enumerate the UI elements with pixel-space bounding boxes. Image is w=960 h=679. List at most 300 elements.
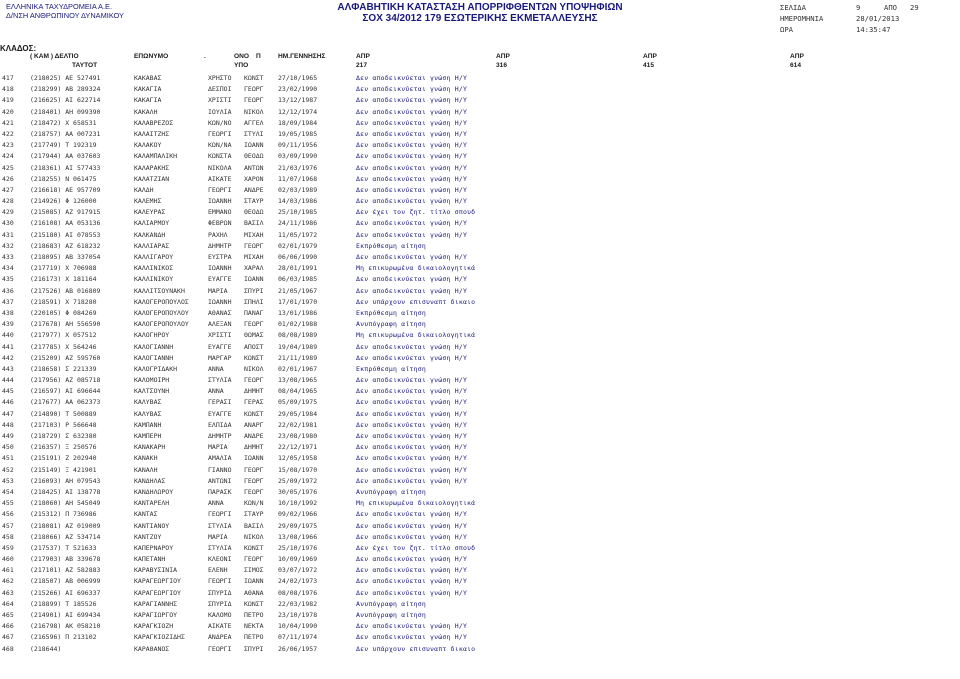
father-name: ΝΙΚΟΛ xyxy=(244,364,264,373)
application-code: (215180) ΑΙ 078553 xyxy=(30,230,101,239)
first-name: ΕΥΣΤΡΑ xyxy=(208,253,232,261)
table-row xyxy=(0,588,960,599)
first-name: ΕΜΜΑΝΟ xyxy=(208,208,232,217)
birth-date: 05/09/1975 xyxy=(278,398,318,407)
rejection-reason: Δεν αποδεικνύεται γνώση Η/Υ xyxy=(356,74,468,82)
table-row xyxy=(0,397,960,408)
row-number: 455 xyxy=(2,499,14,508)
surname: ΚΑΛΑΜΠΑΛΙΚΗ xyxy=(134,152,178,161)
rejection-reason: Δεν αποδεικνύεται γνώση Η/Υ xyxy=(356,107,468,116)
row-number: 449 xyxy=(2,432,14,440)
application-code: (218095) ΑΒ 337054 xyxy=(30,253,101,261)
first-name: ΔΕΣΠΟΙ xyxy=(208,85,232,94)
rejection-reason: Δεν αποδεικνύεται γνώση Η/Υ xyxy=(356,387,468,396)
application-code: (217977) Χ 057512 xyxy=(30,331,97,340)
first-name: ΑΝΝΑ xyxy=(208,387,224,396)
surname: ΚΑΛΚΑΝΔΗ xyxy=(134,230,166,239)
row-number: 421 xyxy=(2,118,14,127)
row-number: 438 xyxy=(2,308,14,317)
first-name: ΔΗΜΗΤΡ xyxy=(208,432,232,440)
birth-date: 08/04/1965 xyxy=(278,387,318,396)
department-name: Δ/ΝΣΗ ΑΝΘΡΩΠΙΝΟΥ ΔΥΝΑΜΙΚΟΥ xyxy=(6,11,124,20)
first-name: ΧΡΙΣΤΙ xyxy=(208,96,232,105)
application-code: (218401) ΑΗ 099390 xyxy=(30,107,101,116)
rejection-reason: Δεν αποδεικνύεται γνώση Η/Υ xyxy=(356,555,468,564)
rejection-reason: Μη επικυρωμένα δικαιολογητικά xyxy=(356,264,476,273)
father-name: ΘΩΜΑΣ xyxy=(244,331,264,340)
application-code: (216596) Π 213102 xyxy=(30,633,97,642)
birth-date: 21/11/1989 xyxy=(278,353,318,362)
first-name: ΣΤΥΛΙΑ xyxy=(208,543,232,552)
surname: ΚΑΡΑΓΙΑΝΝΗΣ xyxy=(134,599,178,608)
father-name: ΣΠΗΛΙ xyxy=(244,297,264,306)
row-number: 430 xyxy=(2,219,14,228)
application-code: (217719) Χ 706988 xyxy=(30,264,97,273)
surname: ΚΑΝΤΙΑΝΟΥ xyxy=(134,521,170,530)
application-code: (218025) ΑΕ 527491 xyxy=(30,74,101,82)
birth-date: 28/01/1991 xyxy=(278,264,318,273)
application-code: (217101) ΑΖ 582883 xyxy=(30,566,101,575)
row-number: 466 xyxy=(2,622,14,631)
rejection-reason: Δεν αποδεικνύεται γνώση Η/Υ xyxy=(356,521,468,530)
first-name: ΣΠΥΡΙΔ xyxy=(208,588,232,597)
surname: ΚΑΛΟΓΕΡΟΠΟΥΛΟΥ xyxy=(134,320,189,329)
col-tautot: ΤΑΥΤΟΤ xyxy=(72,62,98,69)
first-name: ΣΤΥΛΙΑ xyxy=(208,376,232,385)
first-name: ΕΛΠΙΔΑ xyxy=(208,420,232,429)
birth-date: 02/01/1967 xyxy=(278,364,318,373)
father-name: ΝΙΚΟΛ xyxy=(244,107,264,116)
birth-date: 11/05/1972 xyxy=(278,230,318,239)
table-row xyxy=(0,442,960,453)
first-name: ΣΤΥΛΙΑ xyxy=(208,521,232,530)
surname: ΚΑΝΑΛΗ xyxy=(134,465,158,474)
table-row xyxy=(0,252,960,263)
rejection-reason: Δεν αποδεικνύεται γνώση Η/Υ xyxy=(356,432,468,440)
row-number: 465 xyxy=(2,611,14,619)
row-number: 422 xyxy=(2,129,14,138)
first-name: ΙΩΑΝΝΗ xyxy=(208,297,232,306)
rejection-reason: Δεν αποδεικνύεται γνώση Η/Υ xyxy=(356,376,468,385)
time-label: ΩΡΑ xyxy=(780,25,793,34)
first-name: ΚΩΝΣΤΑ xyxy=(208,152,232,161)
row-number: 462 xyxy=(2,577,14,586)
table-row xyxy=(0,386,960,397)
first-name: ΙΟΥΛΙΑ xyxy=(208,107,232,116)
surname: ΚΑΝΤΖΟΥ xyxy=(134,532,162,541)
first-name: ΕΥΑΓΓΕ xyxy=(208,275,232,284)
application-code: (217956) ΑΖ 085718 xyxy=(30,376,101,385)
surname: ΚΑΡΑΓΕΩΡΓΙΟΥ xyxy=(134,577,181,586)
rejection-reason: Ανυπόγραφη αίτηση xyxy=(356,599,426,608)
table-row xyxy=(0,207,960,218)
first-name: ΓΙΑΝΝΟ xyxy=(208,465,232,474)
birth-date: 10/09/1969 xyxy=(278,555,318,564)
row-number: 460 xyxy=(2,555,14,564)
surname: ΚΑΛΛΙΝΙΚΟΣ xyxy=(134,264,174,273)
father-name: ΑΝΔΡΕ xyxy=(244,432,264,440)
col-apr-1: ΑΠΡ xyxy=(356,53,370,60)
surname: ΚΑΛΟΓΙΑΝΝΗ xyxy=(134,342,174,351)
page-info xyxy=(780,2,919,13)
father-name: ΧΑΡΑΛ xyxy=(244,264,264,273)
application-code: (217785) Χ 564246 xyxy=(30,342,97,351)
table-row xyxy=(0,576,960,587)
birth-date: 06/03/1985 xyxy=(278,275,318,284)
table-row xyxy=(0,308,960,319)
father-name: ΑΝΔΡΕ xyxy=(244,185,264,194)
report-meta xyxy=(780,2,919,35)
father-name: ΠΑΝΑΓ xyxy=(244,308,264,317)
row-number: 443 xyxy=(2,364,14,373)
father-name: ΑΠΟΣΤ xyxy=(244,342,264,351)
father-name: ΒΑΣΙΛ xyxy=(244,219,264,228)
father-name: ΜΙΧΑΗ xyxy=(244,253,264,261)
application-code: (215149) Ξ 421901 xyxy=(30,465,97,474)
first-name: ΑΝΝΑ xyxy=(208,364,224,373)
birth-date: 06/06/1990 xyxy=(278,253,318,261)
rejection-reason: Δεν αποδεικνύεται γνώση Η/Υ xyxy=(356,219,468,228)
rejection-reason: Εκπρόθεσμη αίτηση xyxy=(356,308,426,317)
table-row xyxy=(0,532,960,543)
application-code: (218255) Ν 061475 xyxy=(30,174,97,183)
birth-date: 12/12/1974 xyxy=(278,107,318,116)
table-row xyxy=(0,218,960,229)
birth-date: 23/02/1990 xyxy=(278,85,318,94)
application-code: (217749) Τ 192319 xyxy=(30,141,97,150)
birth-date: 08/08/1989 xyxy=(278,331,318,340)
row-number: 464 xyxy=(2,599,14,608)
application-code: (218472) Χ 658531 xyxy=(30,118,97,127)
first-name: ΑΝΔΡΕΑ xyxy=(208,633,232,642)
birth-date: 02/01/1979 xyxy=(278,241,318,250)
row-number: 417 xyxy=(2,74,14,82)
col-apr-3-code: 415 xyxy=(643,62,655,69)
rejection-reason: Δεν αποδεικνύεται γνώση Η/Υ xyxy=(356,633,468,642)
row-number: 419 xyxy=(2,96,14,105)
surname: ΚΑΛΑΙΤΖΗΣ xyxy=(134,129,170,138)
table-row xyxy=(0,632,960,643)
col-surname: ΕΠΩΝΥΜΟ xyxy=(134,53,169,60)
birth-date: 07/11/1974 xyxy=(278,633,318,642)
father-name: ΑΓΓΕΛ xyxy=(244,118,264,127)
first-name: ΠΑΡΑΣΚ xyxy=(208,487,232,496)
application-code: (220105) Φ 084269 xyxy=(30,308,97,317)
application-code: (214890) Τ 500889 xyxy=(30,409,97,418)
birth-date: 18/09/1984 xyxy=(278,118,318,127)
rejection-reason: Δεν αποδεικνύεται γνώση Η/Υ xyxy=(356,353,468,362)
first-name: ΑΝΤΩΝΙ xyxy=(208,476,232,485)
first-name: ΓΕΩΡΓΙ xyxy=(208,510,232,519)
date-label: ΗΜΕΡΟΜΗΝΙΑ xyxy=(780,14,824,23)
first-name: ΑΙΚΑΤΕ xyxy=(208,622,232,631)
table-row xyxy=(0,644,960,655)
row-number: 468 xyxy=(2,644,14,653)
father-name: ΒΑΣΙΛ xyxy=(244,521,264,530)
surname: ΚΑΛΥΒΑΣ xyxy=(134,409,162,418)
father-name: ΣΤΑΥΡ xyxy=(244,197,264,206)
table-row xyxy=(0,342,960,353)
first-name: ΣΠΥΡΙΔ xyxy=(208,599,232,608)
rejection-reason: Δεν αποδεικνύεται γνώση Η/Υ xyxy=(356,420,468,429)
table-row xyxy=(0,73,960,84)
rejection-reason: Ανυπόγραφη αίτηση xyxy=(356,487,426,496)
father-name: ΓΕΩΡΓ xyxy=(244,96,264,105)
surname: ΚΑΚΑΓΙΑ xyxy=(134,85,162,94)
application-code: (218507) ΑΒ 006999 xyxy=(30,577,101,586)
birth-date: 17/01/1970 xyxy=(278,297,318,306)
birth-date: 24/11/1986 xyxy=(278,219,318,228)
birth-date: 29/09/1975 xyxy=(278,521,318,530)
birth-date: 03/09/1990 xyxy=(278,152,318,161)
father-name: ΠΕΤΡΟ xyxy=(244,611,264,619)
father-name: ΣΠΥΡΙ xyxy=(244,644,264,653)
birth-date: 10/10/1992 xyxy=(278,499,318,508)
table-row xyxy=(0,151,960,162)
col-dob: ΗΜ.ΓΕΝΝΗΣΗΣ xyxy=(278,53,326,60)
application-code: (218299) ΑΒ 289324 xyxy=(30,85,101,94)
father-name: ΑΘΑΝΑ xyxy=(244,588,264,597)
birth-date: 15/08/1970 xyxy=(278,465,318,474)
application-code: (217944) ΑΑ 037603 xyxy=(30,152,101,161)
rejection-reason: Ανυπόγραφη αίτηση xyxy=(356,611,426,619)
rejection-reason: Δεν αποδεικνύεται γνώση Η/Υ xyxy=(356,253,468,261)
birth-date: 09/02/1966 xyxy=(278,510,318,519)
birth-date: 25/10/1985 xyxy=(278,208,318,217)
father-name: ΔΗΜΗΤ xyxy=(244,387,264,396)
application-code: (215085) ΑΖ 917915 xyxy=(30,208,101,217)
rejection-reason: Δεν αποδεικνύεται γνώση Η/Υ xyxy=(356,398,468,407)
father-name: ΙΩΑΝΝ xyxy=(244,275,264,284)
first-name: ΕΥΑΓΓΕ xyxy=(208,342,232,351)
rejection-reason: Δεν αποδεικνύεται γνώση Η/Υ xyxy=(356,141,468,150)
table-row xyxy=(0,274,960,285)
father-name: ΝΙΚΟΛ xyxy=(244,532,264,541)
first-name: ΦΕΒΡΩΝ xyxy=(208,219,232,228)
first-name: ΓΕΡΑΣΙ xyxy=(208,398,232,407)
surname: ΚΑΛΑΚΟΥ xyxy=(134,141,162,150)
col-name: ΟΝΟ xyxy=(234,53,250,60)
application-code: (217677) ΑΑ 062373 xyxy=(30,398,101,407)
birth-date: 25/10/1976 xyxy=(278,543,318,552)
rejection-reason: Δεν αποδεικνύεται γνώση Η/Υ xyxy=(356,476,468,485)
surname: ΚΑΛΟΓΡΙΔΑΚΗ xyxy=(134,364,178,373)
table-row xyxy=(0,521,960,532)
table-row xyxy=(0,107,960,118)
organization-name: ΕΛΛΗΝΙΚΑ ΤΑΧΥΔΡΟΜΕΙΑ Α.Ε. xyxy=(6,2,112,11)
first-name: ΜΑΡΙΑ xyxy=(208,443,228,452)
father-name: ΑΝΑΡΓ xyxy=(244,420,264,429)
first-name: ΚΑΛΟΜΟ xyxy=(208,611,232,619)
rejection-reason: Δεν αποδεικνύεται γνώση Η/Υ xyxy=(356,342,468,351)
row-number: 424 xyxy=(2,152,14,161)
application-code: (216173) Χ 181164 xyxy=(30,275,97,284)
table-row xyxy=(0,118,960,129)
row-number: 437 xyxy=(2,297,14,306)
row-number: 448 xyxy=(2,420,14,429)
father-name: ΘΕΟΔΩ xyxy=(244,152,264,161)
father-name: ΣΤΑΥΡ xyxy=(244,510,264,519)
father-name: ΓΕΩΡΓ xyxy=(244,465,264,474)
father-name: ΣΠΥΡΙ xyxy=(244,286,264,295)
row-number: 428 xyxy=(2,197,14,206)
rejection-reason: Δεν αποδεικνύεται γνώση Η/Υ xyxy=(356,588,468,597)
row-number: 445 xyxy=(2,387,14,396)
birth-date: 21/05/1967 xyxy=(278,286,318,295)
application-code: (218757) ΑΑ 007231 xyxy=(30,129,101,138)
rejection-reason: Δεν αποδεικνύεται γνώση Η/Υ xyxy=(356,510,468,519)
surname: ΚΑΡΑΓΕΩΡΓΙΟΥ xyxy=(134,588,181,597)
date-info xyxy=(780,13,900,24)
row-number: 447 xyxy=(2,409,14,418)
first-name: ΓΕΩΡΓΙ xyxy=(208,185,232,194)
rejection-reason: Δεν αποδεικνύεται γνώση Η/Υ xyxy=(356,152,468,161)
application-code: (215209) ΑΖ 595760 xyxy=(30,353,101,362)
birth-date: 13/08/1965 xyxy=(278,376,318,385)
surname: ΚΑΡΑΘΑΝΟΣ xyxy=(134,644,170,653)
father-name: ΚΩΝΣΤ xyxy=(244,353,264,362)
birth-date: 19/05/1985 xyxy=(278,129,318,138)
father-name: ΓΕΩΡΓ xyxy=(244,85,264,94)
surname: ΚΑΛΑΡΑΚΗΣ xyxy=(134,163,170,172)
row-number: 441 xyxy=(2,342,14,351)
father-name: ΔΗΜΗΤ xyxy=(244,443,264,452)
first-name: ΑΙΚΑΤΕ xyxy=(208,174,232,183)
rejection-reason: Δεν αποδεικνύεται γνώση Η/Υ xyxy=(356,465,468,474)
page-number: 9 xyxy=(856,3,861,12)
row-number: 427 xyxy=(2,185,14,194)
father-name: ΙΩΑΝΝ xyxy=(244,454,264,463)
application-code: (218081) ΑΖ 019009 xyxy=(30,521,101,530)
col-ypo: ΥΠΟ xyxy=(234,62,249,69)
father-name: ΓΕΩΡΓ xyxy=(244,241,264,250)
col-apr-4: ΑΠΡ xyxy=(790,53,804,60)
table-row xyxy=(0,487,960,498)
first-name: ΔΗΜΗΤΡ xyxy=(208,241,232,250)
table-row xyxy=(0,196,960,207)
father-name: ΠΕΤΡΟ xyxy=(244,633,264,642)
rejection-reason: Μη επικυρωμένα δικαιολογητικά xyxy=(356,499,476,508)
surname: ΚΑΛΔΗ xyxy=(134,185,154,194)
father-name: ΙΩΑΝΝ xyxy=(244,141,264,150)
surname: ΚΑΡΑΓΚΙΟΖΗ xyxy=(134,622,174,631)
rejection-reason: Εκπρόθεσμη αίτηση xyxy=(356,241,426,250)
table-row xyxy=(0,621,960,632)
time-info xyxy=(780,24,891,35)
first-name: ΚΩΝ/ΝΟ xyxy=(208,118,232,127)
row-number: 440 xyxy=(2,331,14,340)
birth-date: 21/03/1976 xyxy=(278,163,318,172)
application-code: (217103) Ρ 566648 xyxy=(30,420,97,429)
father-name: ΘΕΟΔΩ xyxy=(244,208,264,217)
father-name: ΓΕΩΡΓ xyxy=(244,376,264,385)
col-apr-1-code: 217 xyxy=(356,62,368,69)
rejection-reason: Δεν αποδεικνύεται γνώση Η/Υ xyxy=(356,96,468,105)
candidate-list xyxy=(0,73,960,655)
table-row xyxy=(0,543,960,554)
row-number: 436 xyxy=(2,286,14,295)
first-name: ΑΜΑΛΙΑ xyxy=(208,454,232,463)
application-code: (217678) ΑΗ 556590 xyxy=(30,320,101,329)
table-row xyxy=(0,174,960,185)
father-name: ΚΩΝΣΤ xyxy=(244,409,264,418)
father-name: ΝΕΚΤΑ xyxy=(244,622,264,631)
table-row xyxy=(0,286,960,297)
first-name: ΓΕΩΡΓΙ xyxy=(208,129,232,138)
surname: ΚΑΚΑΓΙΑ xyxy=(134,96,162,105)
application-code: (218060) ΑΗ 545049 xyxy=(30,499,101,508)
report-date: 28/01/2013 xyxy=(856,14,900,23)
of-label: ΑΠΟ xyxy=(884,3,897,12)
col-apr-2: ΑΠΡ xyxy=(496,53,510,60)
birth-date: 09/11/1956 xyxy=(278,141,318,150)
surname: ΚΑΠΕΡΝΑΡΟΥ xyxy=(134,543,174,552)
application-code: (216357) Ξ 250576 xyxy=(30,443,97,452)
rejection-reason: Δεν υπάρχουν επισυναπτ δικαιο xyxy=(356,297,476,306)
first-name: ΧΡΗΣΤΟ xyxy=(208,74,232,82)
table-row xyxy=(0,330,960,341)
birth-date: 12/05/1958 xyxy=(278,454,318,463)
row-number: 429 xyxy=(2,208,14,217)
surname: ΚΑΛΑΒΡΕΖΟΣ xyxy=(134,118,174,127)
surname: ΚΑΝΤΑΣ xyxy=(134,510,158,519)
application-code: (215266) ΑΙ 696337 xyxy=(30,588,101,597)
birth-date: 03/07/1972 xyxy=(278,566,318,575)
row-number: 458 xyxy=(2,532,14,541)
father-name: ΓΕΩΡΓ xyxy=(244,487,264,496)
application-code: (216625) ΑΙ 622714 xyxy=(30,96,101,105)
first-name: ΡΑΧΗΛ xyxy=(208,230,228,239)
rejection-reason: Μη επικυρωμένα δικαιολογητικά xyxy=(356,331,476,340)
surname: ΚΑΜΠΕΡΗ xyxy=(134,432,162,440)
row-number: 432 xyxy=(2,241,14,250)
table-row xyxy=(0,140,960,151)
table-row xyxy=(0,84,960,95)
row-number: 463 xyxy=(2,588,14,597)
application-code: (216798) ΑΚ 058210 xyxy=(30,622,101,631)
row-number: 442 xyxy=(2,353,14,362)
table-row xyxy=(0,465,960,476)
birth-date: 13/08/1966 xyxy=(278,532,318,541)
row-number: 433 xyxy=(2,253,14,261)
rejection-reason: Ανυπόγραφη αίτηση xyxy=(356,320,426,329)
birth-date: 22/12/1971 xyxy=(278,443,318,452)
table-row xyxy=(0,599,960,610)
application-code: (218729) Σ 632380 xyxy=(30,432,97,440)
birth-date: 22/03/1982 xyxy=(278,599,318,608)
surname: ΚΑΛΤΣΟΥΝΗ xyxy=(134,387,170,396)
page-label: ΣΕΛΙΔΑ xyxy=(780,3,806,12)
application-code: (216108) ΑΑ 053136 xyxy=(30,219,101,228)
surname: ΚΑΛΛΙΓΑΡΟΥ xyxy=(134,253,174,261)
table-row xyxy=(0,453,960,464)
first-name: ΧΡΙΣΤΙ xyxy=(208,331,232,340)
first-name: ΑΘΑΝΑΣ xyxy=(208,308,232,317)
surname: ΚΑΡΑΒΥΣΙΝΙΑ xyxy=(134,566,178,575)
table-row xyxy=(0,509,960,520)
col-apr-4-code: 614 xyxy=(790,62,802,69)
application-code: (218591) Χ 718280 xyxy=(30,297,97,306)
birth-date: 24/02/1973 xyxy=(278,577,318,586)
rejection-reason: Εκπρόθεσμη αίτηση xyxy=(356,364,426,373)
total-pages: 29 xyxy=(910,3,919,12)
rejection-reason: Δεν αποδεικνύεται γνώση Η/Υ xyxy=(356,622,468,631)
surname: ΚΑΛΕΥΡΑΣ xyxy=(134,208,166,217)
surname: ΚΑΛΟΜΟΙΡΗ xyxy=(134,376,170,385)
birth-date: 13/12/1987 xyxy=(278,96,318,105)
birth-date: 08/08/1976 xyxy=(278,588,318,597)
application-code: (217537) Τ 521633 xyxy=(30,543,97,552)
